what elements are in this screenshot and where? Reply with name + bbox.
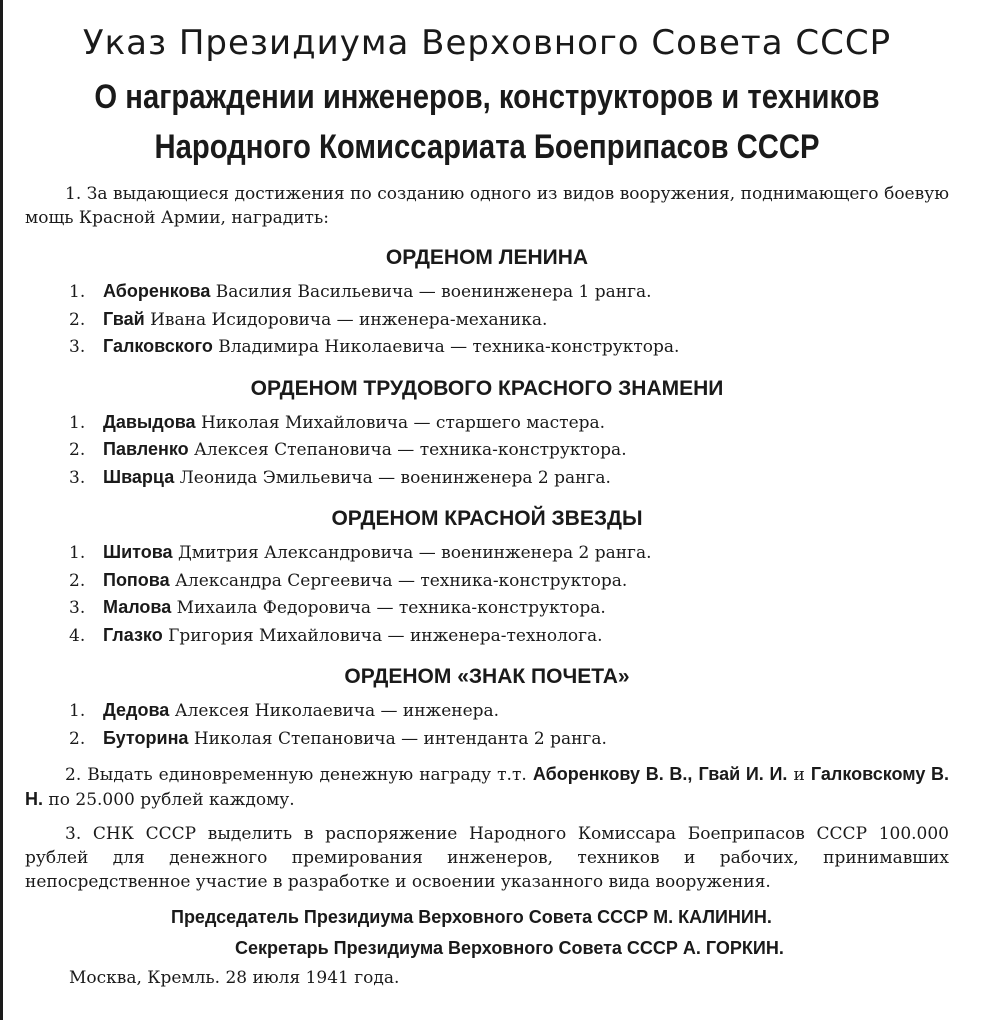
recipient-details: Николая Михайловича — старшего мастера. — [200, 412, 606, 433]
recipient-number: 2. — [69, 728, 86, 749]
recipient-details: Ивана Исидоровича — инженера-механика. — [150, 309, 548, 330]
orders-section — [25, 244, 949, 752]
paragraph-2 — [25, 762, 949, 812]
recipient-item — [69, 697, 949, 725]
recipient-details: Алексея Степановича — техника-конструктора. — [194, 440, 627, 460]
recipient-details: Василия Васильевича — военинженера 1 ранга. — [215, 282, 652, 302]
paragraph-2-name-1: Аборенкову В. В., — [532, 764, 693, 784]
recipient-item — [69, 436, 949, 464]
signature-chairman: Председатель Президиума Верховного Совета СССР М. КАЛИНИН. — [171, 907, 772, 927]
paragraph-2-text-d: по 25.000 рублей каждому. — [48, 790, 295, 810]
recipient-surname: Галковского — [103, 336, 213, 356]
order-heading: ОРДЕНОМ ТРУДОВОГО КРАСНОГО ЗНАМЕНИ — [250, 376, 724, 400]
recipient-list — [25, 539, 949, 649]
paragraph-2-text-c: и — [793, 765, 805, 785]
recipient-number: 2. — [69, 570, 86, 591]
paragraph-2-text-a: 2. Выдать единовременную денежную награду т.т. — [65, 765, 527, 785]
recipient-item — [69, 409, 949, 437]
recipient-surname: Аборенкова — [103, 281, 211, 301]
recipient-details: Дмитрия Александровича — военинженера 2 ранга. — [177, 543, 652, 563]
recipient-surname: Давыдова — [103, 411, 196, 432]
recipient-number: 2. — [69, 440, 86, 460]
recipient-surname: Шварца — [103, 466, 175, 487]
recipient-item — [69, 725, 949, 753]
place-and-date: Москва, Кремль. 28 июля 1941 года. — [69, 968, 400, 988]
recipient-number: 3. — [69, 337, 86, 357]
order-heading: ОРДЕНОМ КРАСНОЙ ЗВЕЗДЫ — [331, 507, 643, 530]
recipient-number: 1. — [69, 282, 86, 302]
recipient-details: Григория Михайловича — инженера-технолога. — [168, 625, 603, 646]
paragraph-2-name-3: Галковскому В. Н. — [25, 764, 950, 809]
recipient-surname: Попова — [103, 569, 170, 590]
recipient-item — [69, 333, 949, 361]
recipient-item — [69, 278, 949, 306]
recipient-number: 3. — [69, 467, 86, 488]
recipient-number: 1. — [69, 543, 86, 563]
recipient-number: 1. — [69, 412, 86, 433]
recipient-item — [69, 594, 949, 622]
recipient-details: Михаила Федоровича — техника-конструктора. — [176, 598, 606, 618]
recipient-details: Владимира Николаевича — техника-конструктора. — [218, 337, 680, 357]
order-heading: ОРДЕНОМ «ЗНАК ПОЧЕТА» — [344, 665, 630, 688]
decree-header: Указ Президиума Верховного Совета СССР — [82, 23, 892, 63]
recipient-surname: Шитова — [103, 542, 173, 562]
recipient-surname: Гвай — [103, 308, 145, 329]
decree-title-line-2: Народного Комиссариата Боеприпасов СССР — [154, 128, 820, 166]
recipient-item — [69, 567, 949, 595]
recipient-number: 4. — [69, 625, 86, 646]
recipient-number: 2. — [69, 309, 86, 330]
recipient-details: Александра Сергеевича — техника-конструктора. — [175, 570, 628, 591]
recipient-surname: Дедова — [103, 700, 170, 720]
recipient-list — [25, 278, 949, 361]
recipient-surname: Павленко — [103, 439, 189, 459]
recipient-list — [25, 409, 949, 492]
recipient-surname: Малова — [103, 597, 172, 617]
recipient-surname: Буторина — [103, 727, 189, 748]
decree-title-line-1: О награждении инженеров, конструкторов и техников — [94, 78, 880, 116]
recipient-number: 3. — [69, 598, 86, 618]
paragraph-3: 3. СНК СССР выделить в распоряжение Народного Комиссара Боеприпасов СССР 100.000 рублей для денежного премирования инженеров, техников и рабочих, принимавших непосредственное участие в разработке и освоении указанного вида вооружения. — [25, 824, 949, 892]
recipient-item — [69, 539, 949, 567]
recipient-item — [69, 464, 949, 492]
paragraph-2-name-2: Гвай И. И. — [698, 764, 788, 784]
recipient-details: Николая Степановича — интенданта 2 ранга. — [193, 728, 607, 749]
recipient-surname: Глазко — [103, 624, 163, 645]
order-heading: ОРДЕНОМ ЛЕНИНА — [385, 246, 589, 269]
recipient-details: Алексея Николаевича — инженера. — [174, 701, 500, 721]
recipient-item — [69, 622, 949, 650]
signature-secretary: Секретарь Президиума Верховного Совета СССР А. ГОРКИН. — [235, 938, 784, 958]
recipient-list — [25, 697, 949, 752]
intro-paragraph: 1. За выдающиеся достижения по созданию одного из видов вооружения, поднимающего боевую мощь Красной Армии, наградить: — [25, 184, 949, 228]
recipient-number: 1. — [69, 701, 86, 721]
recipient-details: Леонида Эмильевича — военинженера 2 ранга. — [179, 467, 611, 488]
recipient-item — [69, 306, 949, 334]
